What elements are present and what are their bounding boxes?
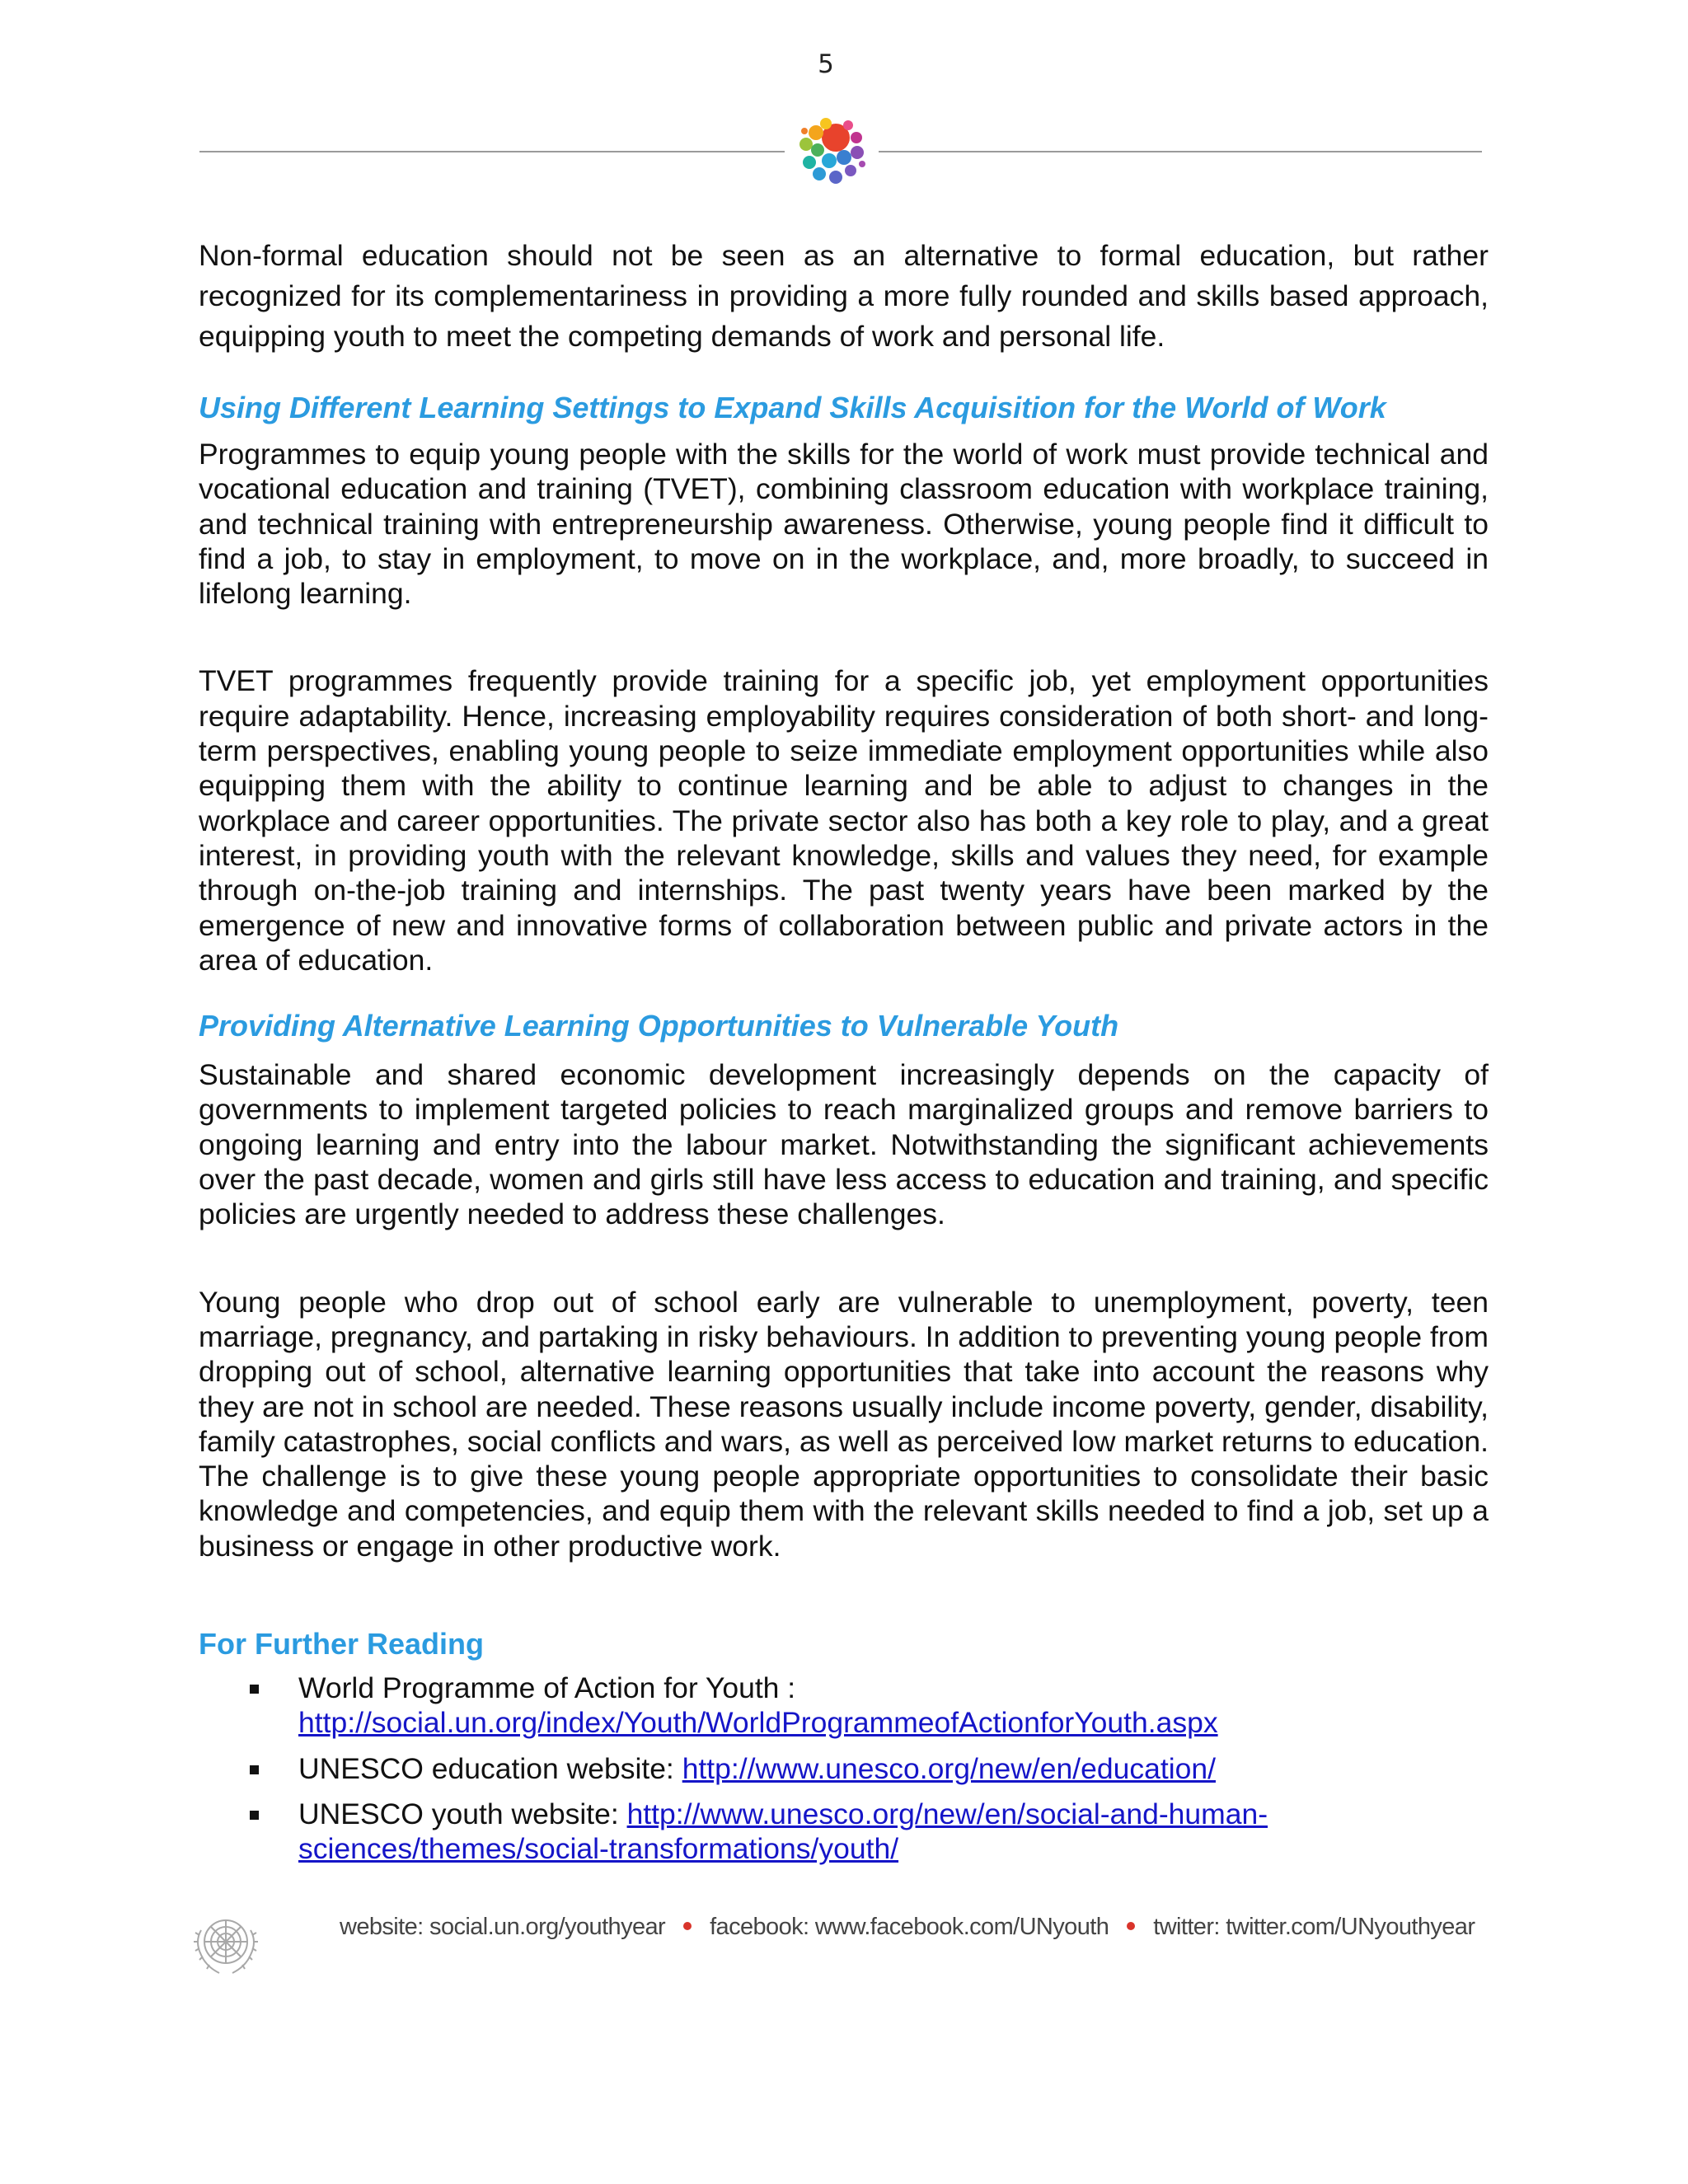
footer-contact-line: [340, 1914, 1493, 1941]
paragraph-dropout-youth: Young people who drop out of school early are vulnerable to unemployment, poverty, teen marriage, pregnancy, and partaking in risky behaviours. In addition to preventing young people from dropping out of school, alternative learning opportunities that take into account the reasons why they are not in school are needed. These reasons usually include income poverty, gender, disability, family catastrophes, social conflicts and wars, as well as perceived low market returns to education. The challenge is to give these young people appropriate opportunities to consolidate their basic knowledge and competencies, and equip them with the relevant skills needed to find a job, set up a business or engage in other productive work.: [199, 1285, 1489, 1563]
reading-link-wpay[interactable]: http://social.un.org/index/Youth/WorldProgrammeofActionforYouth.aspx: [298, 1706, 1218, 1740]
list-item: [199, 1797, 1489, 1867]
list-item: [199, 1671, 1489, 1741]
page-number: 5: [818, 49, 834, 79]
square-bullet-icon: [250, 1765, 259, 1774]
paragraph-tvet-adaptability: TVET programmes frequently provide training for a specific job, yet employment opportunities require adaptability. Hence, increasing employability requires consideration of both short- and long-term perspectives, enabling young people to seize immediate employment opportunities while also equipping them with the ability to continue learning and be able to adjust to changes in the workplace and career opportunities. The private sector also has both a key role to play, and a great interest, in providing youth with the relevant knowledge, skills and values they need, for example through on-the-job training and internships. The past twenty years have been marked by the emergence of new and innovative forms of collaboration between public and private actors in the area of education.: [199, 664, 1489, 977]
further-reading-list: [199, 1671, 1489, 1866]
square-bullet-icon: [250, 1811, 259, 1820]
reading-link-unesco-youth-part1: http://www.unesco.org/new/en/social-and-human-: [626, 1797, 1268, 1830]
paragraph-tvet-programmes: Programmes to equip young people with the skills for the world of work must provide technical and vocational education and training (TVET), combining classroom education with workplace training, and technical training with entrepreneurship awareness. Otherwise, young people find it difficult to find a job, to stay in employment, to move on in the workplace, and, more broadly, to succeed in lifelong learning.: [199, 438, 1489, 611]
reading-link-unesco-education[interactable]: http://www.unesco.org/new/en/education/: [682, 1751, 1216, 1785]
further-reading-heading: For Further Reading: [199, 1627, 485, 1661]
paragraph-sustainable-development: Sustainable and shared economic development increasingly depends on the capacity of governments to implement targeted policies to reach marginalized groups and remove barriers to ongoing learning and entry into the labour market. Notwithstanding the significant achievements over the past decade, women and girls still have less access to education and training, and specific policies are urgently needed to address these challenges.: [199, 1058, 1489, 1231]
reading-label: UNESCO education website:: [298, 1751, 674, 1785]
footer-twitter[interactable]: twitter: twitter.com/UNyouthyear: [1153, 1914, 1475, 1940]
header-rule-right: [879, 151, 1482, 152]
footer-separator-dot: [683, 1922, 692, 1930]
section-heading-vulnerable-youth: Providing Alternative Learning Opportunities to Vulnerable Youth: [199, 1009, 1119, 1043]
page-content: [199, 236, 1489, 1867]
square-bullet-icon: [250, 1685, 259, 1694]
list-item: [199, 1751, 1489, 1786]
reading-link-unesco-youth-part2: sciences/themes/social-transformations/youth/: [298, 1832, 899, 1866]
header-rule-left: [199, 151, 785, 152]
paragraph-non-formal-education: Non-formal education should not be seen as an alternative to formal education, but rather recognized for its complementariness in providing a more fully rounded and skills based approach, equipping youth to meet the competing demands of work and personal life.: [199, 239, 1489, 353]
footer-separator-dot: [1127, 1922, 1135, 1930]
footer-facebook[interactable]: facebook: www.facebook.com/UNyouth: [710, 1914, 1109, 1940]
reading-label: World Programme of Action for Youth :: [298, 1671, 796, 1705]
un-emblem-icon: [190, 1905, 262, 1978]
colorful-bubbles-globe-logo: [793, 113, 869, 189]
footer-website[interactable]: website: social.un.org/youthyear: [340, 1914, 666, 1940]
reading-label: UNESCO youth website:: [298, 1797, 619, 1830]
section-heading-learning-settings: Using Different Learning Settings to Expand Skills Acquisition for the World of Work: [199, 391, 1386, 424]
